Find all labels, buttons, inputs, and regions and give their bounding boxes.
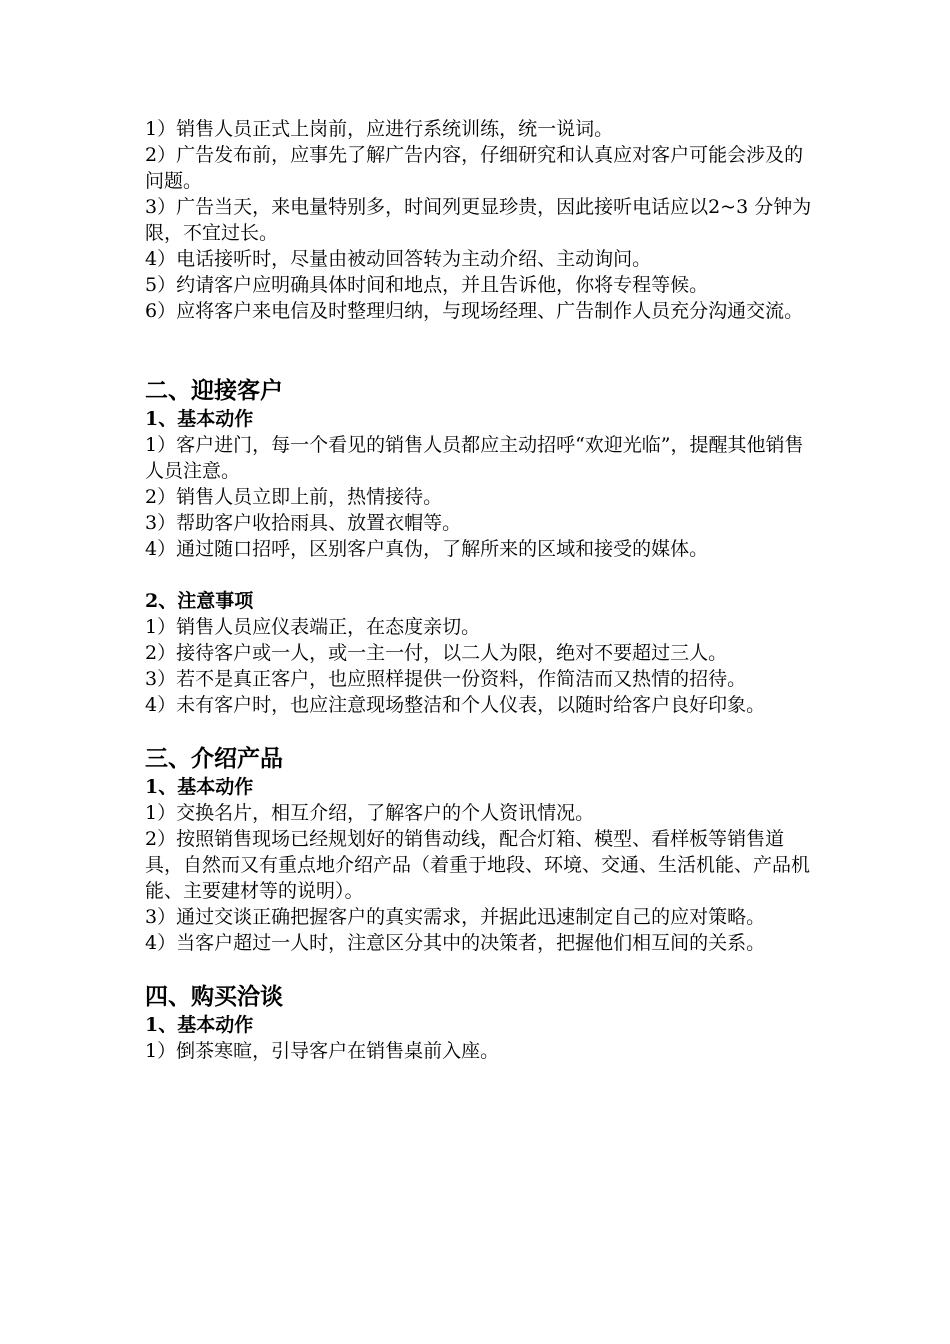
section-heading-purchase-negotiation: 四、购买洽谈 bbox=[145, 983, 283, 1010]
list-item: 1）销售人员应仪表端正，在态度亲切。 bbox=[145, 616, 481, 638]
list-item: 1）倒茶寒暄，引导客户在销售桌前入座。 bbox=[145, 1040, 500, 1062]
list-item: 1）客户进门，每一个看见的销售人员都应主动招呼“欢迎光临”，提醒其他销售人员注意。 bbox=[145, 434, 804, 482]
spacer bbox=[145, 718, 815, 744]
list-item: 3）通过交谈正确把握客户的真实需求，并据此迅速制定自己的应对策略。 bbox=[145, 906, 766, 928]
spacer bbox=[145, 324, 815, 376]
subheading-basic-actions: 1、基本动作 bbox=[145, 408, 254, 430]
intro-item-2: 2）广告发布前，应事先了解广告内容，仔细研究和认真应对客户可能会涉及的问题。 bbox=[145, 144, 804, 192]
subheading-basic-actions: 1、基本动作 bbox=[145, 1014, 254, 1036]
subheading-basic-actions: 1、基本动作 bbox=[145, 776, 254, 798]
list-item: 2）按照销售现场已经规划好的销售动线，配合灯箱、模型、看样板等销售道具，自然而又有重点地介绍产品（着重于地段、环境、交通、生活机能、产品机能、主要建材等的说明）。 bbox=[145, 828, 811, 902]
list-item: 2）接待客户或一人，或一主一付，以二人为限，绝对不要超过三人。 bbox=[145, 642, 728, 664]
list-item: 4）未有客户时，也应注意现场整洁和个人仪表，以随时给客户良好印象。 bbox=[145, 694, 766, 716]
list-item: 2）销售人员立即上前，热情接待。 bbox=[145, 486, 443, 508]
spacer bbox=[145, 956, 815, 982]
list-item: 4）当客户超过一人时，注意区分其中的决策者，把握他们相互间的关系。 bbox=[145, 932, 766, 954]
intro-item-1: 1）销售人员正式上岗前，应进行系统训练，统一说词。 bbox=[145, 118, 614, 140]
list-item: 1）交换名片，相互介绍，了解客户的个人资讯情况。 bbox=[145, 802, 595, 824]
section-heading-greet-customer: 二、迎接客户 bbox=[145, 377, 283, 404]
intro-item-5: 5）约请客户应明确具体时间和地点，并且告诉他，你将专程等候。 bbox=[145, 274, 709, 296]
list-item: 3）帮助客户收拾雨具、放置衣帽等。 bbox=[145, 512, 462, 534]
document-page bbox=[145, 116, 815, 1064]
list-item: 4）通过随口招呼，区别客户真伪，了解所来的区域和接受的媒体。 bbox=[145, 538, 709, 560]
section-heading-introduce-product: 三、介绍产品 bbox=[145, 745, 283, 772]
intro-item-4: 4）电话接听时，尽量由被动回答转为主动介绍、主动询问。 bbox=[145, 248, 652, 270]
intro-item-3: 3）广告当天，来电量特别多，时间列更显珍贵，因此接听电话应以2~3 分钟为限，不宜过长。 bbox=[145, 196, 812, 244]
subheading-notes: 2、注意事项 bbox=[145, 590, 254, 612]
intro-item-6: 6）应将客户来电信及时整理归纳，与现场经理、广告制作人员充分沟通交流。 bbox=[145, 300, 804, 322]
list-item: 3）若不是真正客户，也应照样提供一份资料，作简洁而又热情的招待。 bbox=[145, 668, 747, 690]
spacer bbox=[145, 562, 815, 588]
